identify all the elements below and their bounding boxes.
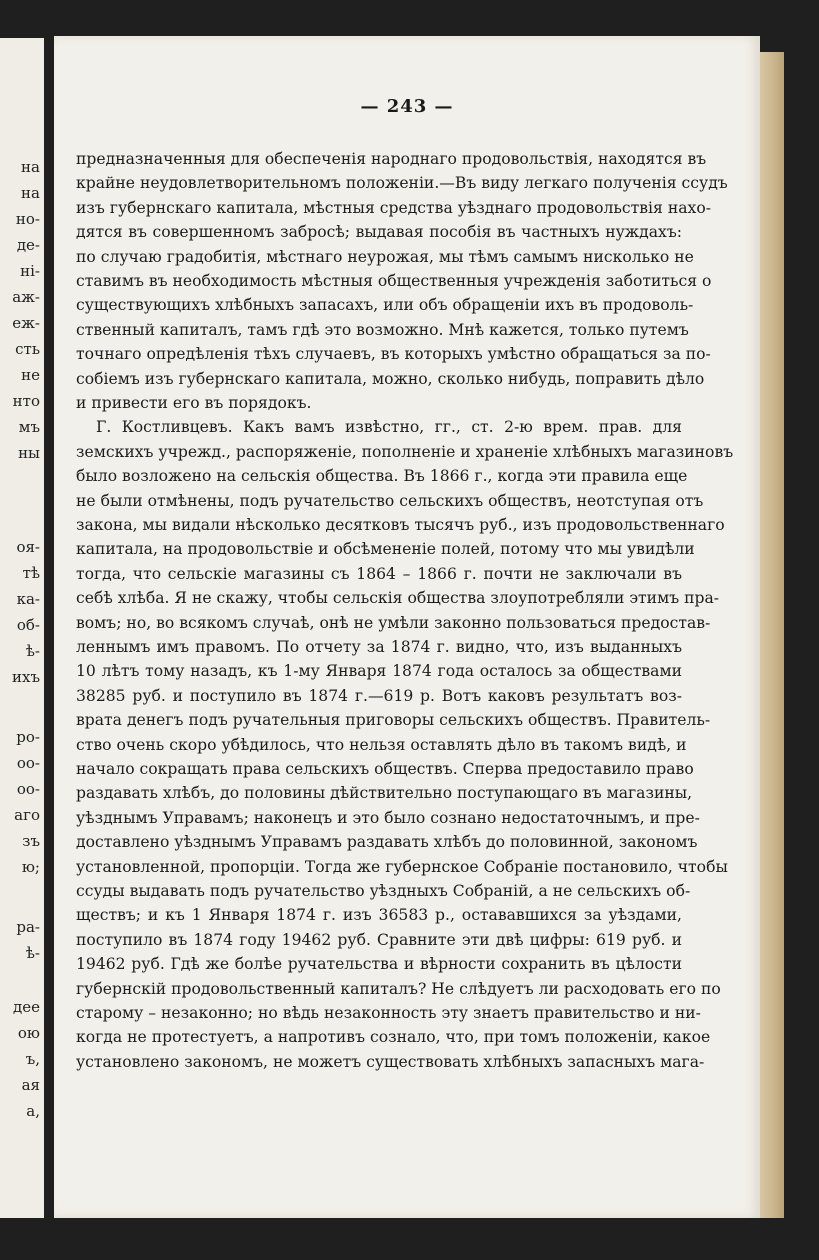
text-line: ссуды выдавать подъ ручательство уѣздныхъ Собраній, а не сельскихъ об- — [76, 882, 691, 900]
text-line: и привести его въ порядокъ. — [76, 394, 312, 412]
text-line: начало сокращать права сельскихъ обществъ. Сперва предоставило право — [76, 760, 694, 778]
text-line: поступило въ 1874 году 19462 руб. Сравните эти двѣ цифры: 619 руб. и — [76, 930, 682, 949]
left-page-fragment: оо- — [16, 780, 40, 798]
text-line: предназначенныя для обеспеченія народнаго продовольствія, находятся въ — [76, 150, 707, 168]
text-line: закона, мы видали нѣсколько десятковъ тысячъ руб., изъ продовольственнаго — [76, 516, 725, 534]
text-line: установлено закономъ, не можетъ существовать хлѣбныхъ запасныхъ мага- — [76, 1052, 705, 1071]
left-page-fragment: ны — [18, 444, 40, 462]
left-page-fragment: мъ — [18, 418, 40, 436]
text-line: изъ губернскаго капитала, мѣстныя средства уѣзднаго продовольствія нахо- — [76, 198, 711, 217]
page-edge-stack — [760, 52, 784, 1218]
text-line: 19462 руб. Гдѣ же болѣе ручательства и вѣрности сохранить въ цѣлости — [76, 955, 682, 974]
text-line: не были отмѣнены, подъ ручательство сельскихъ обществъ, неотступая отъ — [76, 491, 704, 510]
text-line: тогда, что сельскіе магазины съ 1864 – 1866 г. почти не заключали въ — [76, 564, 682, 583]
text-line: себѣ хлѣба. Я не скажу, чтобы сельскія общества злоупотребляли этимъ пра- — [76, 589, 720, 608]
left-page-fragment: дее — [13, 998, 40, 1016]
left-page-fragment: сть — [15, 340, 40, 358]
text-line: когда не протестуетъ, а напротивъ сознало, что, при томъ положеніи, какое — [76, 1028, 711, 1047]
text-line: ство очень скоро убѣдилось, что нельзя оставлять дѣло въ такомъ видѣ, и — [76, 735, 687, 754]
text-line: ственный капиталъ, тамъ гдѣ это возможно. Мнѣ кажется, только путемъ — [76, 320, 689, 339]
left-page-fragment: ою — [17, 1024, 40, 1042]
text-line: было возложено на сельскія общества. Въ 1866 г., когда эти правила еще — [76, 467, 688, 486]
left-page-fragment: на — [21, 184, 40, 202]
left-page-fragment: об- — [16, 616, 40, 634]
left-page-fragment: ѣ- — [25, 642, 40, 660]
text-line: земскихъ учрежд., распоряженіе, пополненіе и храненіе хлѣбныхъ магазиновъ — [76, 442, 734, 461]
text-line: раздавать хлѣбъ, до половины дѣйствительно поступающаго въ магазины, — [76, 784, 693, 803]
left-page-fragment: аго — [14, 806, 40, 824]
page-number: — 243 — — [360, 96, 454, 117]
left-page-fragment: ихъ — [11, 668, 40, 686]
text-line: установленной, пропорціи. Тогда же губернское Собраніе постановило, чтобы — [76, 857, 728, 876]
left-page-fragment: нто — [12, 392, 40, 410]
text-line: уѣзднымъ Управамъ; наконецъ и это было сознано недостаточнымъ, и пре- — [76, 808, 700, 827]
text-line: дятся въ совершенномъ забросѣ; выдавая пособія въ частныхъ нуждахъ: — [76, 223, 682, 242]
left-page-fragment: на — [21, 158, 40, 176]
left-page-fragment: но- — [15, 210, 40, 228]
left-page-fragment: ъ, — [25, 1050, 40, 1068]
left-page-fragment: оя- — [16, 538, 40, 556]
left-page-fragment: де- — [16, 236, 40, 254]
left-page-fragment: ро- — [16, 728, 40, 746]
text-line: леннымъ имъ правомъ. По отчету за 1874 г. видно, что, изъ выданныхъ — [76, 638, 682, 656]
text-line: врата денегъ подъ ручательныя приговоры сельскихъ обществъ. Правитель- — [76, 711, 711, 730]
text-line: ставимъ въ необходимость мѣстныя общественныя учрежденія заботиться о — [76, 272, 712, 290]
text-line: 10 лѣтъ тому назадъ, къ 1-му Января 1874 года осталось за обществами — [76, 662, 682, 681]
text-line: точнаго опредѣленія тѣхъ случаевъ, въ которыхъ умѣстно обращаться за по- — [76, 345, 711, 364]
left-page-fragment: аж- — [12, 288, 40, 306]
text-line: губернскій продовольственный капиталъ? Не слѣдуетъ ли расходовать его по — [76, 979, 721, 998]
left-page-fragment: ю; — [21, 858, 40, 876]
left-page-fragment: не — [21, 366, 40, 384]
text-line: старому – незаконно; но вѣдь незаконность эту знаетъ правительство и ни- — [76, 1004, 701, 1022]
left-page-fragment: тѣ — [22, 564, 40, 582]
left-page-fragment: ні- — [20, 262, 40, 280]
text-line: доставлено уѣзднымъ Управамъ раздавать хлѣбъ до половинной, закономъ — [76, 833, 698, 852]
text-line: Г. Костливцевъ. Какъ вамъ извѣстно, гг., ст. 2-ю врем. прав. для — [96, 418, 682, 437]
left-page-fragment: зъ — [22, 832, 40, 850]
text-line: крайне неудовлетворительномъ положеніи.—Въ виду легкаго полученія ссудъ — [76, 174, 728, 193]
left-page-fragment: ѣ- — [25, 944, 40, 962]
text-line: существующихъ хлѣбныхъ запасахъ, или объ обращеніи ихъ въ продоволь- — [76, 296, 694, 315]
left-page-fragment: а, — [26, 1102, 40, 1120]
left-page-fragment: оо- — [16, 754, 40, 772]
text-line: ществъ; и къ 1 Января 1874 г. изъ 36583 р., остававшихся за уѣздами, — [76, 906, 682, 925]
text-line: 38285 руб. и поступило въ 1874 г.—619 р. Вотъ каковъ результатъ воз- — [76, 686, 682, 705]
text-line: вомъ; но, во всякомъ случаѣ, онѣ не умѣли законно пользоваться предостав- — [76, 613, 711, 632]
left-page-fragment: ая — [21, 1076, 40, 1094]
left-page-fragment: еж- — [12, 314, 40, 332]
left-page-edge — [0, 38, 44, 1218]
text-line: собіемъ изъ губернскаго капитала, можно, сколько нибудь, поправить дѣло — [76, 369, 705, 388]
text-line: по случаю градобитія, мѣстнаго неурожая, мы тѣмъ самымъ нисколько не — [76, 247, 694, 266]
left-page-fragment: ка- — [16, 590, 40, 608]
left-page-fragment: ра- — [16, 918, 40, 936]
text-line: капитала, на продовольствіе и обсѣмененіе полей, потому что мы увидѣли — [76, 540, 695, 559]
